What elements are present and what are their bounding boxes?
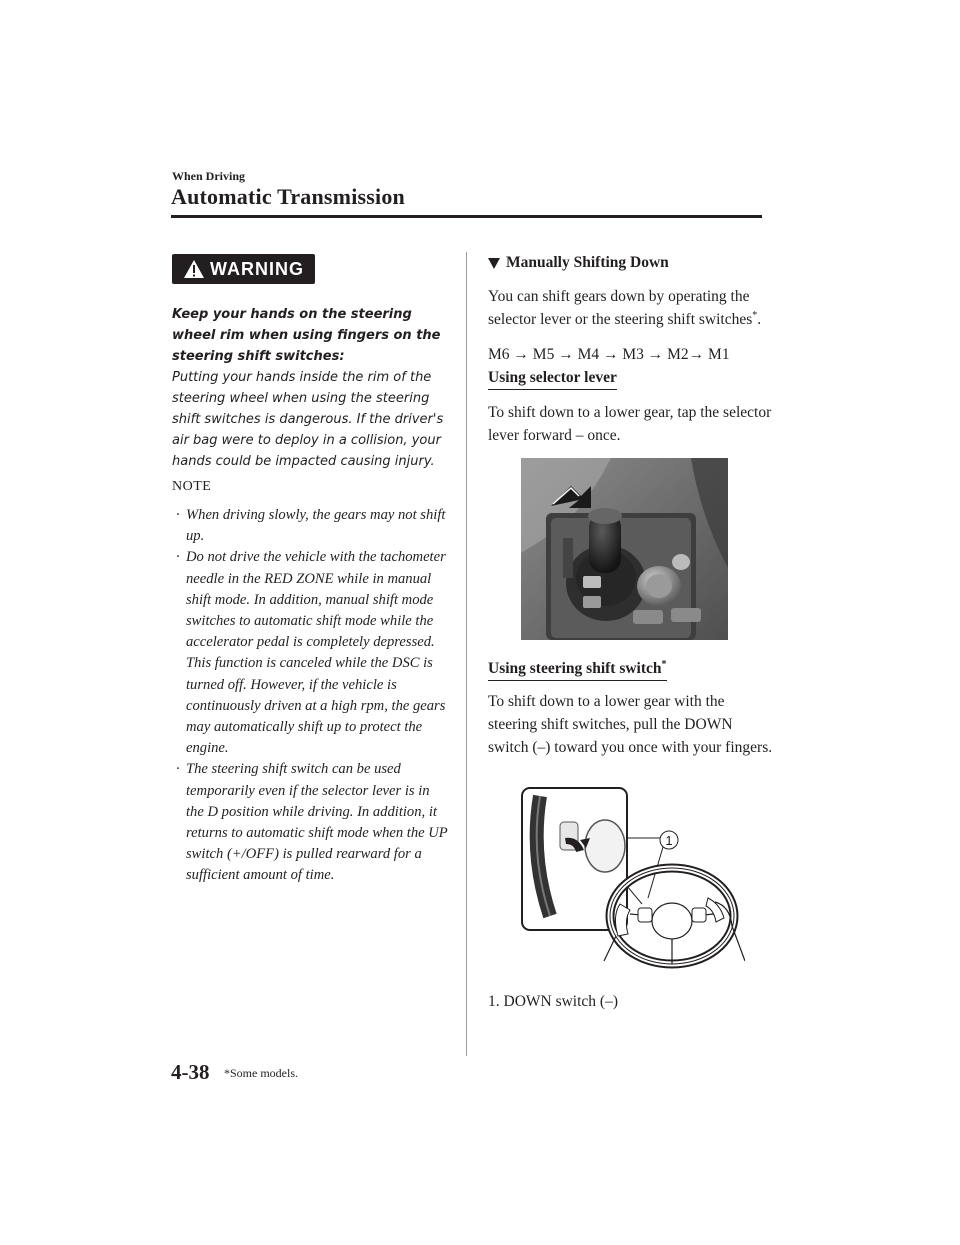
figure-caption: 1. DOWN switch (–) (488, 993, 619, 1010)
subsection-heading: Manually Shifting Down (488, 254, 669, 272)
note-item: · When driving slowly, the gears may not shift up. (176, 507, 446, 545)
lever-text: To shift down to a lower gear, tap the selector lever forward – once. (488, 404, 772, 444)
steering-wheel-illustration (520, 786, 745, 976)
triangle-down-icon (488, 258, 500, 269)
footnote-mark: * (752, 309, 758, 321)
warning-heading: Keep your hands on the steering wheel rim when using fingers on the steering shift switches: (172, 307, 441, 364)
bullet-icon: · (176, 507, 180, 523)
note-item: · Do not drive the vehicle with the tachometer needle in the RED ZONE while in manual shift mode. In addition, manual shift mode switches to automatic shift mode while the accelerator pedal is completely depressed. This function is canceled while the DSC is turned off. However, if the vehicle is continuously driven at a high rpm, the gears may automatically shift up to protect the engine. (176, 549, 446, 757)
section-label: When Driving (172, 169, 246, 183)
note-list (176, 505, 451, 887)
footnote: *Some models. (224, 1066, 298, 1080)
title-rule (171, 215, 762, 218)
bullet-icon: · (176, 549, 180, 566)
warning-badge (172, 254, 315, 284)
lever-heading: Using selector lever (488, 369, 617, 390)
note-item: · The steering shift switch can be used temporarily even if the selector lever is in the D position while driving. In addition, it returns to automatic shift mode when the UP switch (+/OFF) is pulled rearward for a sufficient amount of time. (176, 761, 448, 884)
warning-label: WARNING (210, 258, 304, 279)
page-title: Automatic Transmission (171, 184, 405, 209)
footnote-mark: * (661, 658, 667, 670)
intro-paragraph: You can shift gears down by operating the selector lever or the steering shift switches*. (488, 288, 762, 328)
selector-lever-photo (521, 458, 728, 640)
lever-heading-wrap (488, 369, 617, 390)
warning-text (172, 304, 447, 472)
switch-text: To shift down to a lower gear with the steering shift switches, pull the DOWN switch (–) toward you once with your fingers. (488, 693, 773, 756)
callout-number: 1 (665, 833, 673, 848)
column-divider (466, 252, 467, 1056)
warning-body: Putting your hands inside the rim of the steering wheel when using the steering shift switches is dangerous. If the driver's air bag were to deploy in a collision, your hands could be impacted causing injury. (172, 370, 444, 469)
bullet-icon: · (176, 761, 180, 778)
gear-sequence: M6 → M5 → M4 → M3 → M2→ M1 (488, 346, 730, 363)
note-label: NOTE (172, 479, 212, 494)
switch-heading-wrap (488, 660, 667, 681)
page-number: 4-38 (171, 1060, 210, 1084)
switch-heading: Using steering shift switch* (488, 660, 667, 681)
warning-icon (183, 259, 205, 279)
